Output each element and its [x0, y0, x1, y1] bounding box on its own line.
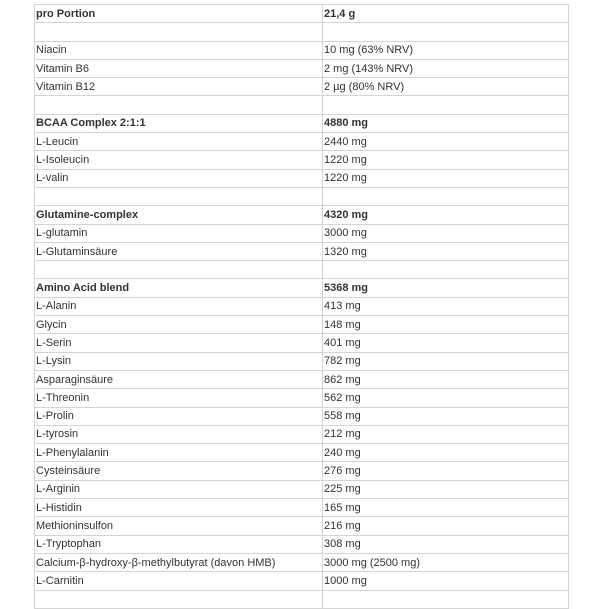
spacer-cell [35, 96, 323, 114]
nutrient-row [35, 480, 569, 498]
nutrient-row [35, 352, 569, 370]
nutrient-name: L-Leucin [35, 133, 323, 151]
nutrient-row [35, 462, 569, 480]
nutrient-amount: 225 mg [323, 480, 569, 498]
nutrient-name: L-valin [35, 169, 323, 187]
nutrient-amount: 148 mg [323, 316, 569, 334]
nutrition-table-body [35, 5, 569, 609]
nutrient-name: Glycin [35, 316, 323, 334]
spacer-row [35, 96, 569, 114]
nutrient-row [35, 370, 569, 388]
nutrient-amount: 212 mg [323, 425, 569, 443]
nutrient-amount: 2 mg (143% NRV) [323, 59, 569, 77]
nutrient-amount: 240 mg [323, 444, 569, 462]
nutrient-row [35, 41, 569, 59]
nutrition-table [34, 4, 569, 609]
nutrient-name: L-Threonin [35, 389, 323, 407]
nutrient-name: L-Serin [35, 334, 323, 352]
nutrient-name: Cysteinsäure [35, 462, 323, 480]
nutrient-row [35, 224, 569, 242]
nutrient-amount: 782 mg [323, 352, 569, 370]
section-header-row [35, 5, 569, 23]
nutrient-amount: 10 mg (63% NRV) [323, 41, 569, 59]
nutrient-row [35, 151, 569, 169]
nutrient-name: Asparaginsäure [35, 370, 323, 388]
nutrient-row [35, 444, 569, 462]
nutrient-name: Calcium-β-hydroxy-β-methylbutyrat (davon HMB) [35, 553, 323, 571]
section-header-row [35, 114, 569, 132]
nutrient-name: L-Alanin [35, 297, 323, 315]
nutrient-row [35, 59, 569, 77]
spacer-cell [323, 590, 569, 608]
nutrient-row [35, 297, 569, 315]
nutrient-row [35, 572, 569, 590]
nutrient-amount: 276 mg [323, 462, 569, 480]
section-header-row [35, 206, 569, 224]
nutrient-amount: 562 mg [323, 389, 569, 407]
nutrient-row [35, 316, 569, 334]
nutrient-amount: 1320 mg [323, 242, 569, 260]
nutrient-row [35, 517, 569, 535]
nutrient-name: L-Phenylalanin [35, 444, 323, 462]
nutrient-amount: 558 mg [323, 407, 569, 425]
nutrient-row [35, 169, 569, 187]
spacer-row [35, 187, 569, 205]
nutrient-name: L-glutamin [35, 224, 323, 242]
nutrient-amount: 862 mg [323, 370, 569, 388]
nutrient-row [35, 425, 569, 443]
nutrient-amount: 216 mg [323, 517, 569, 535]
nutrient-amount: 1220 mg [323, 151, 569, 169]
nutrient-row [35, 242, 569, 260]
nutrient-amount: 401 mg [323, 334, 569, 352]
nutrient-amount: 1000 mg [323, 572, 569, 590]
section-header-row [35, 279, 569, 297]
nutrient-name: Niacin [35, 41, 323, 59]
nutrient-amount: 413 mg [323, 297, 569, 315]
nutrient-amount: 1220 mg [323, 169, 569, 187]
spacer-row [35, 261, 569, 279]
nutrient-name: L-Carnitin [35, 572, 323, 590]
spacer-cell [35, 261, 323, 279]
nutrient-name: Amino Acid blend [35, 279, 323, 297]
nutrient-name: Vitamin B6 [35, 59, 323, 77]
nutrient-row [35, 78, 569, 96]
nutrient-amount: 3000 mg (2500 mg) [323, 553, 569, 571]
spacer-cell [323, 187, 569, 205]
spacer-cell [323, 23, 569, 41]
spacer-row [35, 23, 569, 41]
spacer-cell [35, 187, 323, 205]
nutrient-amount: 308 mg [323, 535, 569, 553]
spacer-cell [323, 96, 569, 114]
nutrient-name: BCAA Complex 2:1:1 [35, 114, 323, 132]
nutrient-amount: 165 mg [323, 499, 569, 517]
spacer-cell [323, 261, 569, 279]
nutrient-amount: 5368 mg [323, 279, 569, 297]
nutrient-row [35, 553, 569, 571]
spacer-cell [35, 23, 323, 41]
nutrient-name: L-Tryptophan [35, 535, 323, 553]
nutrient-name: pro Portion [35, 5, 323, 23]
nutrient-row [35, 499, 569, 517]
nutrient-row [35, 535, 569, 553]
nutrient-name: L-Arginin [35, 480, 323, 498]
nutrient-amount: 4880 mg [323, 114, 569, 132]
nutrient-name: Methioninsulfon [35, 517, 323, 535]
nutrient-amount: 4320 mg [323, 206, 569, 224]
nutrient-row [35, 133, 569, 151]
spacer-cell [35, 590, 323, 608]
nutrient-name: L-Prolin [35, 407, 323, 425]
nutrient-name: L-Glutaminsäure [35, 242, 323, 260]
nutrient-row [35, 407, 569, 425]
nutrient-row [35, 334, 569, 352]
nutrient-amount: 2 µg (80% NRV) [323, 78, 569, 96]
spacer-row [35, 590, 569, 608]
nutrient-name: Glutamine-complex [35, 206, 323, 224]
nutrient-name: Vitamin B12 [35, 78, 323, 96]
nutrient-amount: 2440 mg [323, 133, 569, 151]
nutrient-name: L-Lysin [35, 352, 323, 370]
nutrient-name: L-Histidin [35, 499, 323, 517]
nutrient-name: L-Isoleucin [35, 151, 323, 169]
nutrient-amount: 21,4 g [323, 5, 569, 23]
nutrient-amount: 3000 mg [323, 224, 569, 242]
nutrient-row [35, 389, 569, 407]
nutrient-name: L-tyrosin [35, 425, 323, 443]
